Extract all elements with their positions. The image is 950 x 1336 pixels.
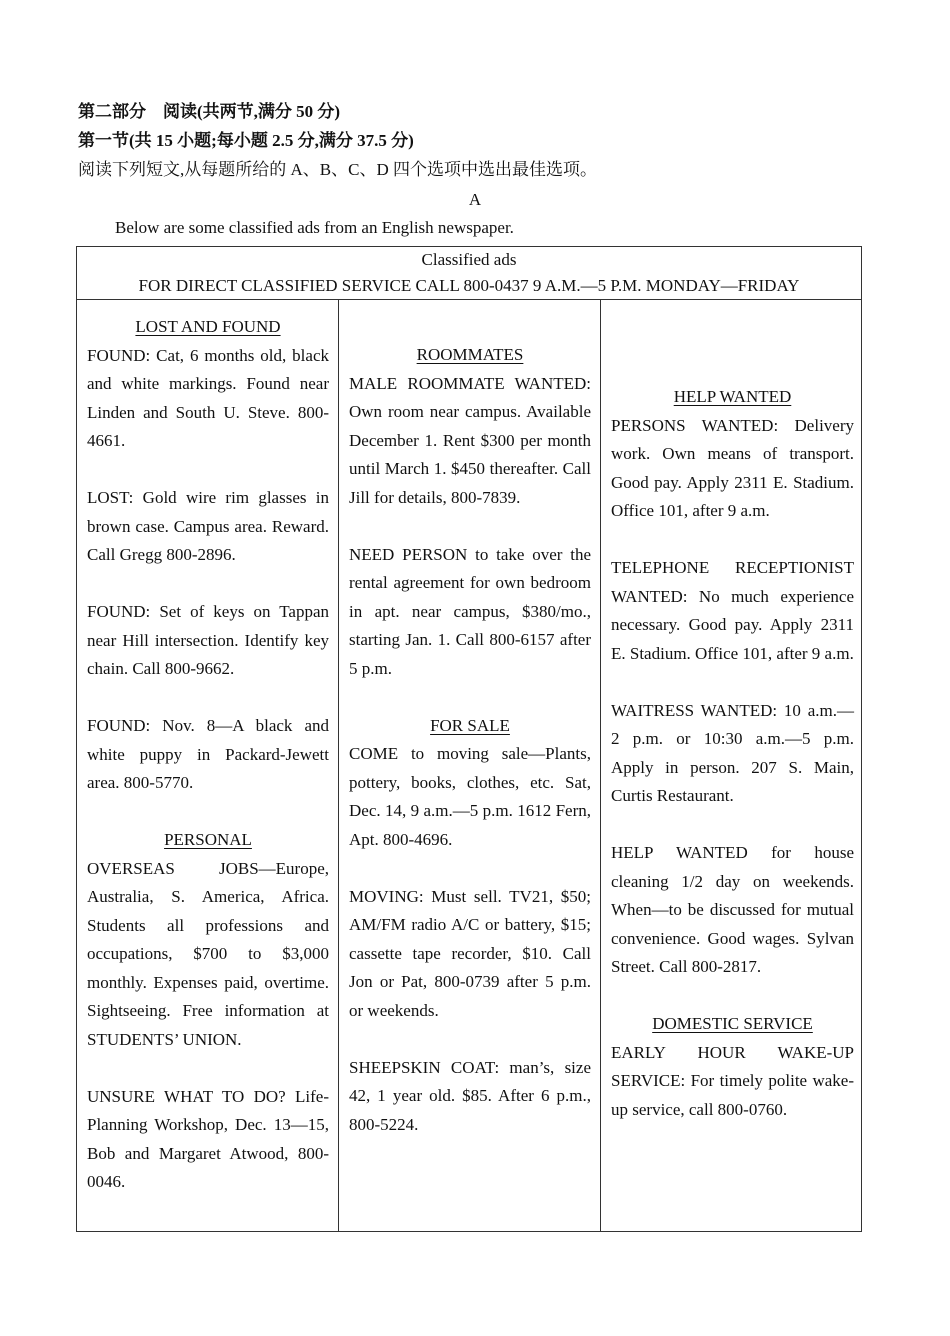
classified-ads-box [76,246,862,1232]
column-roommates-for-sale [339,299,601,1231]
ad-item: EARLY HOUR WAKE-UP SERVICE: For timely polite wake-up service, call 800-0760. [611,1042,854,1119]
ad-item: PERSONS WANTED: Delivery work. Own means of transport. Good pay. Apply 2311 E. Stadium. Office 101, after 9 a.m. [611,415,854,520]
passage-letter: A [468,190,482,209]
ad-item: SHEEPSKIN COAT: man’s, size 42, 1 year old. $85. After 6 p.m., 800-5224. [349,1057,591,1134]
section-title-personal: PERSONAL [164,830,252,849]
ad-item: WAITRESS WANTED: 10 a.m.—2 p.m. or 10:30 a.m.—5 p.m. Apply in person. 207 S. Main, Curtis Restaurant. [611,700,854,805]
section-heading: 第一节(共 15 小题;每小题 2.5 分,满分 37.5 分) [78,131,414,150]
ad-item: NEED PERSON to take over the rental agreement for own bedroom in apt. near campus, $380/mo., starting Jan. 1. Call 800-6157 after 5 p.m. [349,544,591,678]
section-title-roommates: ROOMMATES [416,345,524,364]
classified-subtitle: FOR DIRECT CLASSIFIED SERVICE CALL 800-0437 9 A.M.—5 P.M. MONDAY—FRIDAY [138,276,800,295]
instruction-text: 阅读下列短文,从每题所给的 A、B、C、D 四个选项中选出最佳选项。 [78,160,597,179]
section-title-domestic-service: DOMESTIC SERVICE [652,1014,813,1033]
passage-intro: Below are some classified ads from an English newspaper. [115,218,514,237]
ad-item: MALE ROOMMATE WANTED: Own room near campus. Available December 1. Rent $300 per month until March 1. $450 thereafter. Call Jill for details, 800-7839. [349,373,591,507]
column-help-wanted-domestic [601,299,863,1231]
ad-item: HELP WANTED for house cleaning 1/2 day on weekends. When—to be discussed for mutual convenience. Good wages. Sylvan Street. Call 800-2817. [611,843,854,976]
section-title-help-wanted: HELP WANTED [673,387,792,406]
column-lost-found-personal [77,299,339,1231]
part-heading: 第二部分 阅读(共两节,满分 50 分) [78,102,341,121]
ad-item: FOUND: Nov. 8—A black and white puppy in Packard-Jewett area. 800-5770. [87,716,329,792]
section-title-for-sale: FOR SALE [430,715,510,735]
classified-title: Classified ads [421,250,517,269]
ad-item: COME to moving sale—Plants, pottery, books, clothes, etc. Sat, Dec. 14, 9 a.m.—5 p.m. 1612 Fern, Apt. 800-4696. [349,744,591,849]
ad-item: UNSURE WHAT TO DO? Life-Planning Workshop, Dec. 13—15, Bob and Margaret Atwood, 800-0046. [87,1086,329,1191]
section-title-lost-and-found: LOST AND FOUND [135,317,281,336]
ad-item: FOUND: Set of keys on Tappan near Hill intersection. Identify key chain. Call 800-9662. [87,602,329,678]
classified-header [77,247,861,300]
ad-item: TELEPHONE RECEPTIONIST WANTED: No much experience necessary. Good pay. Apply 2311 E. Stadium. Office 101, after 9 a.m. [611,558,854,663]
ad-item: MOVING: Must sell. TV21, $50; AM/FM radio A/C or battery, $15; cassette tape recorder, $10. Call Jon or Pat, 800-0739 after 5 p.m. or weekends. [349,886,591,1020]
ad-item: LOST: Gold wire rim glasses in brown case. Campus area. Reward. Call Gregg 800-2896. [87,488,329,564]
ad-item: OVERSEAS JOBS—Europe, Australia, S. America, Africa. Students all professions and occupations, $700 to $3,000 monthly. Expenses paid, overtime. Sightseeing. Free information at STUDENTS’ UNION. [87,858,329,1049]
ad-item: FOUND: Cat, 6 months old, black and white markings. Found near Linden and South U. Steve. 800-4661. [87,345,329,450]
